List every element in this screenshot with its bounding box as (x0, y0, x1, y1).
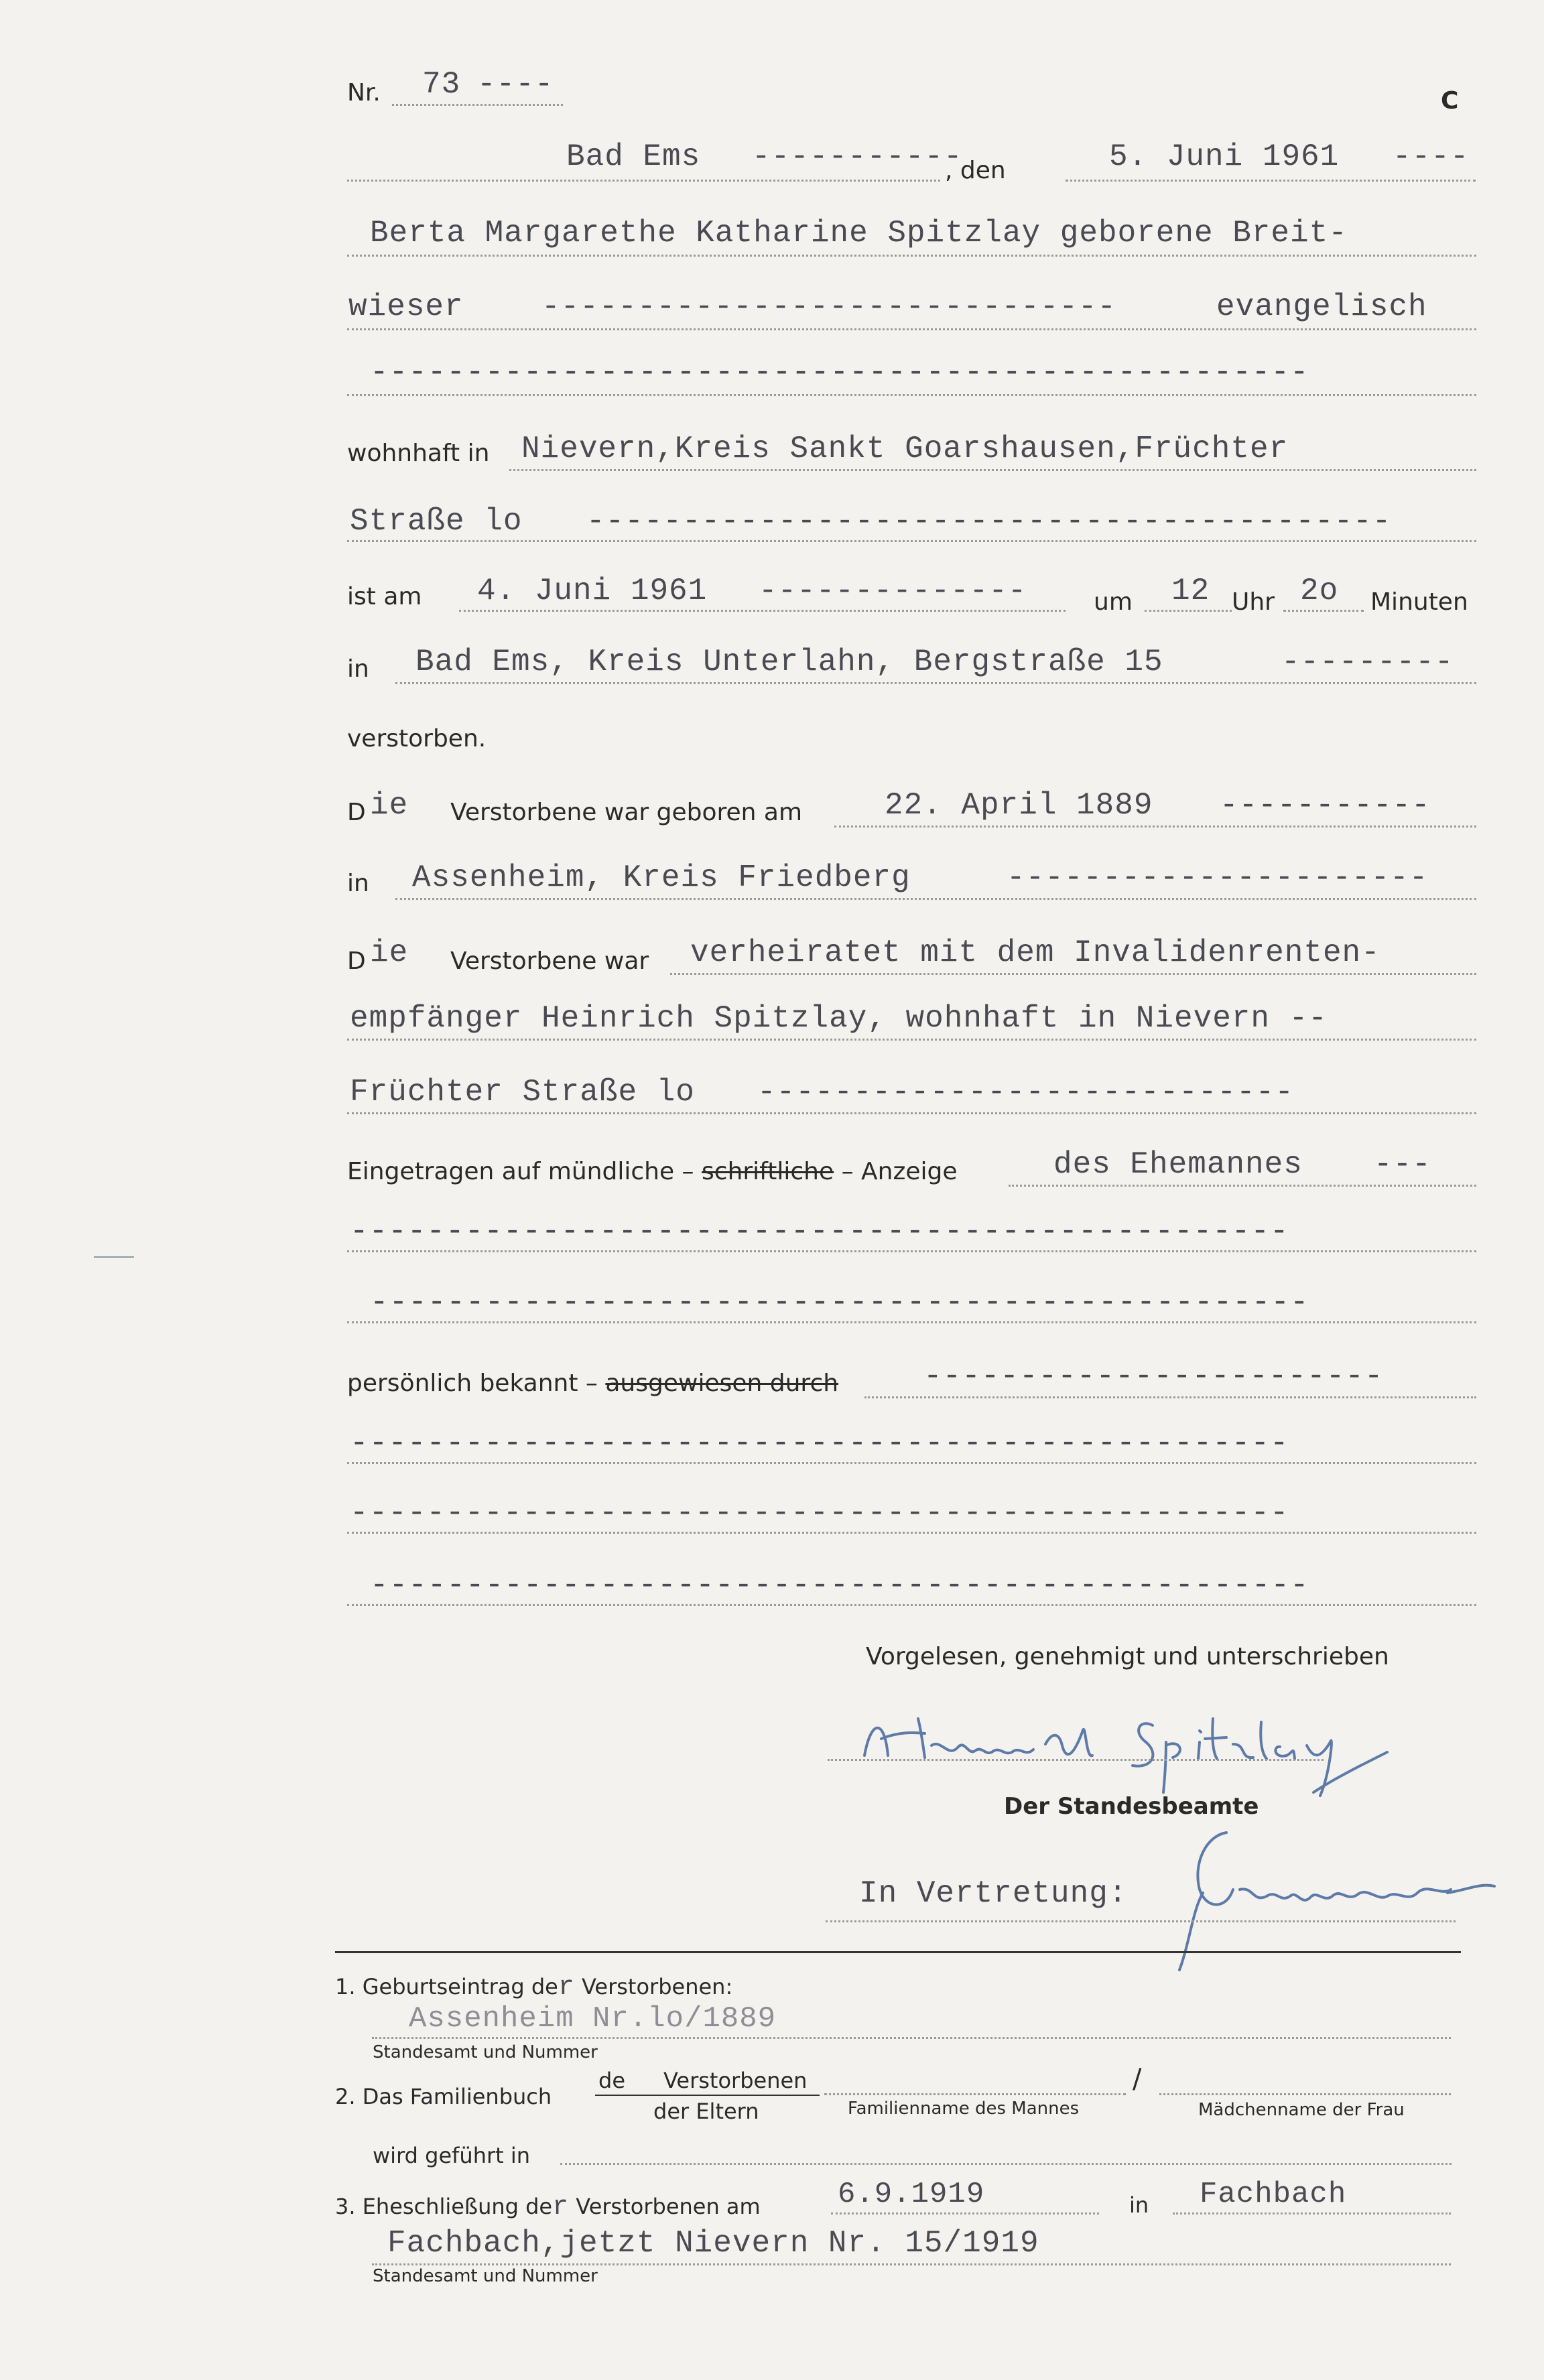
death-place-in-label: in (347, 655, 369, 683)
um-label: um (1094, 588, 1133, 616)
death-date: 4. Juni 1961 (477, 574, 708, 608)
den-label: , den (945, 157, 1006, 184)
minutes-dotted-line (1283, 610, 1364, 612)
entry-label-end: – Anzeige (841, 1158, 958, 1185)
identity-label-struck: ausgewiesen durch (605, 1370, 839, 1397)
name-dotted-line-1 (347, 255, 1476, 257)
marriage-place-dotted-line (1173, 2212, 1451, 2214)
kept-in-dotted-line (560, 2163, 1452, 2165)
death-date-dotted-line (459, 610, 1066, 612)
birth-entry-article: r (558, 1973, 575, 2003)
informant-dashes: --- (1374, 1147, 1431, 1182)
marital-line3: Früchter Straße lo (350, 1075, 695, 1110)
verstorben-label: verstorben. (347, 725, 487, 752)
death-date-label: ist am (347, 583, 422, 610)
entry-label (347, 1158, 958, 1185)
registrar-dotted-line (826, 1920, 1456, 1922)
birth-place: Assenheim, Kreis Friedberg (412, 860, 911, 895)
name-dotted-line-2 (347, 328, 1476, 330)
marriage-in-label: in (1129, 2192, 1149, 2218)
marriage-article: r (552, 2192, 570, 2223)
marriage-registry-value: Fachbach,jetzt Nievern Nr. 15/1919 (387, 2226, 1039, 2261)
marriage-registry-sublabel: Standesamt und Nummer (373, 2266, 598, 2286)
death-place-dashes: --------- (1281, 645, 1454, 679)
marital-dotted-line-1 (670, 973, 1476, 975)
family-book-de: de (598, 2068, 625, 2093)
wife-name-dotted-line (1159, 2093, 1451, 2095)
read-approved-text: Vorgelesen, genehmigt und unterschrieben (866, 1643, 1389, 1670)
birth-entry-sublabel: Standesamt und Nummer (373, 2042, 598, 2062)
wife-name-sublabel: Mädchenname der Frau (1198, 2100, 1405, 2120)
identity-label (347, 1370, 838, 1397)
entry-blank-line1: ------------------------------------------------- (350, 1214, 1289, 1249)
marital-article: ie (370, 935, 409, 970)
family-book-label: 2. Das Familienbuch (335, 2084, 552, 2109)
entry-blank-line2: ------------------------------------------------- (370, 1285, 1309, 1320)
birth-place-in-label: in (347, 870, 369, 897)
husband-name-sublabel: Familienname des Mannes (848, 2099, 1080, 2119)
death-date-dashes: -------------- (759, 574, 1027, 608)
birth-date-label: Verstorbene war geboren am (450, 799, 803, 826)
birth-place-dotted-line (395, 898, 1476, 900)
marital-label: Verstorbene war (450, 947, 649, 975)
marital-line2: empfänger Heinrich Spitzlay, wohnhaft in Nievern -- (350, 1001, 1328, 1036)
residence-line1: Nievern,Kreis Sankt Goarshausen,Früchter (521, 432, 1289, 466)
deputy-label: In Vertretung: (859, 1876, 1128, 1911)
residence-label: wohnhaft in (347, 440, 490, 467)
footer-rule (335, 1951, 1461, 1953)
death-place: Bad Ems, Kreis Unterlahn, Bergstraße 15 (415, 645, 1163, 679)
marital-line3-dashes: ---------------------------- (757, 1075, 1294, 1110)
residence-line2-dashes: ------------------------------------------ (586, 504, 1392, 539)
registry-place-dashes: ----------- (752, 139, 963, 174)
marriage-date: 6.9.1919 (838, 2178, 985, 2211)
deceased-name-line2: wieser (348, 289, 464, 324)
nr-label: Nr. (347, 79, 381, 107)
birth-entry-label-end: Verstorbenen: (582, 1974, 733, 1999)
marriage-label (335, 2192, 761, 2223)
marriage-label-end: Verstorbenen am (576, 2194, 761, 2219)
birth-entry-value: Assenheim Nr.lo/1889 (409, 2002, 777, 2036)
place-dotted-line (347, 180, 940, 182)
entry-label-struck: schriftliche (702, 1158, 834, 1185)
birth-entry-dotted-line (372, 2037, 1451, 2039)
name-line2-dashes: ------------------------------ (541, 289, 1117, 324)
name-dotted-line-3 (347, 394, 1476, 396)
date-dotted-line (1066, 180, 1476, 182)
death-hour: 12 (1171, 574, 1210, 608)
registry-place: Bad Ems (566, 139, 701, 174)
corner-letter: C (1441, 87, 1459, 115)
margin-tick-mark (94, 1256, 134, 1258)
entry-label-start: Eingetragen auf mündliche – (347, 1158, 694, 1185)
family-book-verstorbenen: Verstorbenen (663, 2068, 808, 2093)
marriage-place: Fachbach (1200, 2178, 1347, 2211)
marital-d-label: D (347, 947, 366, 975)
birth-date: 22. April 1889 (885, 788, 1153, 823)
identity-dashes: ------------------------ (923, 1359, 1384, 1394)
informant: des Ehemannes (1053, 1147, 1303, 1182)
registrar-label: Der Standesbeamte (1004, 1793, 1259, 1820)
marital-dotted-line-3 (347, 1112, 1476, 1114)
signatory-dotted-line (828, 1759, 1324, 1761)
entry-dotted-line-1 (347, 1250, 1476, 1252)
kept-in-label: wird geführt in (373, 2143, 531, 2168)
identity-blank-line2: ------------------------------------------------- (350, 1496, 1289, 1530)
identity-blank-line3: ------------------------------------------------- (370, 1568, 1309, 1603)
marriage-registry-dotted-line (372, 2263, 1451, 2265)
informant-dotted-line (1009, 1185, 1476, 1187)
marriage-date-dotted-line (831, 2212, 1099, 2214)
birth-d-label: D (347, 799, 366, 826)
name-line3-dashes: ------------------------------------------------- (370, 355, 1309, 390)
identity-blank-line1: ------------------------------------------------- (350, 1426, 1289, 1461)
birth-date-dashes: ----------- (1220, 788, 1431, 823)
registry-date: 5. Juni 1961 (1109, 139, 1340, 174)
marital-dotted-line-2 (347, 1039, 1476, 1041)
birth-article: ie (370, 788, 409, 823)
hour-dotted-line (1145, 610, 1232, 612)
identity-dotted-line-1 (347, 1462, 1476, 1464)
death-minutes: 2o (1300, 574, 1339, 608)
nr-dotted-line (392, 104, 563, 106)
birth-date-dotted-line (834, 825, 1476, 828)
record-number: 73 (422, 67, 461, 102)
family-book-fraction-line (595, 2095, 820, 2096)
birth-place-dashes: ---------------------- (1007, 860, 1429, 895)
marital-line1: verheiratet mit dem Invalidenrenten- (690, 935, 1380, 970)
uhr-label: Uhr (1232, 588, 1275, 616)
birth-entry-label (335, 1973, 732, 2003)
record-number-dashes: ---- (477, 67, 554, 102)
birth-entry-label-text: 1. Geburtseintrag de (335, 1974, 558, 1999)
husband-name-dotted-line (824, 2093, 1126, 2095)
family-book-eltern: der Eltern (653, 2099, 759, 2124)
marriage-label-text: 3. Eheschließung de (335, 2194, 553, 2219)
minuten-label: Minuten (1370, 588, 1468, 616)
entry-dotted-line-2 (347, 1321, 1476, 1323)
registry-date-dashes: ---- (1393, 139, 1470, 174)
death-place-dotted-line (395, 682, 1476, 684)
identity-dotted-line-2 (347, 1532, 1476, 1534)
identity-dotted-line-3 (347, 1604, 1476, 1606)
residence-line2: Straße lo (350, 504, 523, 539)
identity-dotted-line (864, 1396, 1476, 1398)
identity-label-start: persönlich bekannt – (347, 1370, 598, 1397)
religion: evangelisch (1216, 289, 1427, 324)
deceased-name-line1: Berta Margarethe Katharine Spitzlay geborene Breit- (370, 216, 1348, 251)
family-book-slash: / (1133, 2064, 1142, 2095)
residence-dotted-line-2 (347, 540, 1476, 542)
residence-dotted-line-1 (509, 469, 1476, 471)
